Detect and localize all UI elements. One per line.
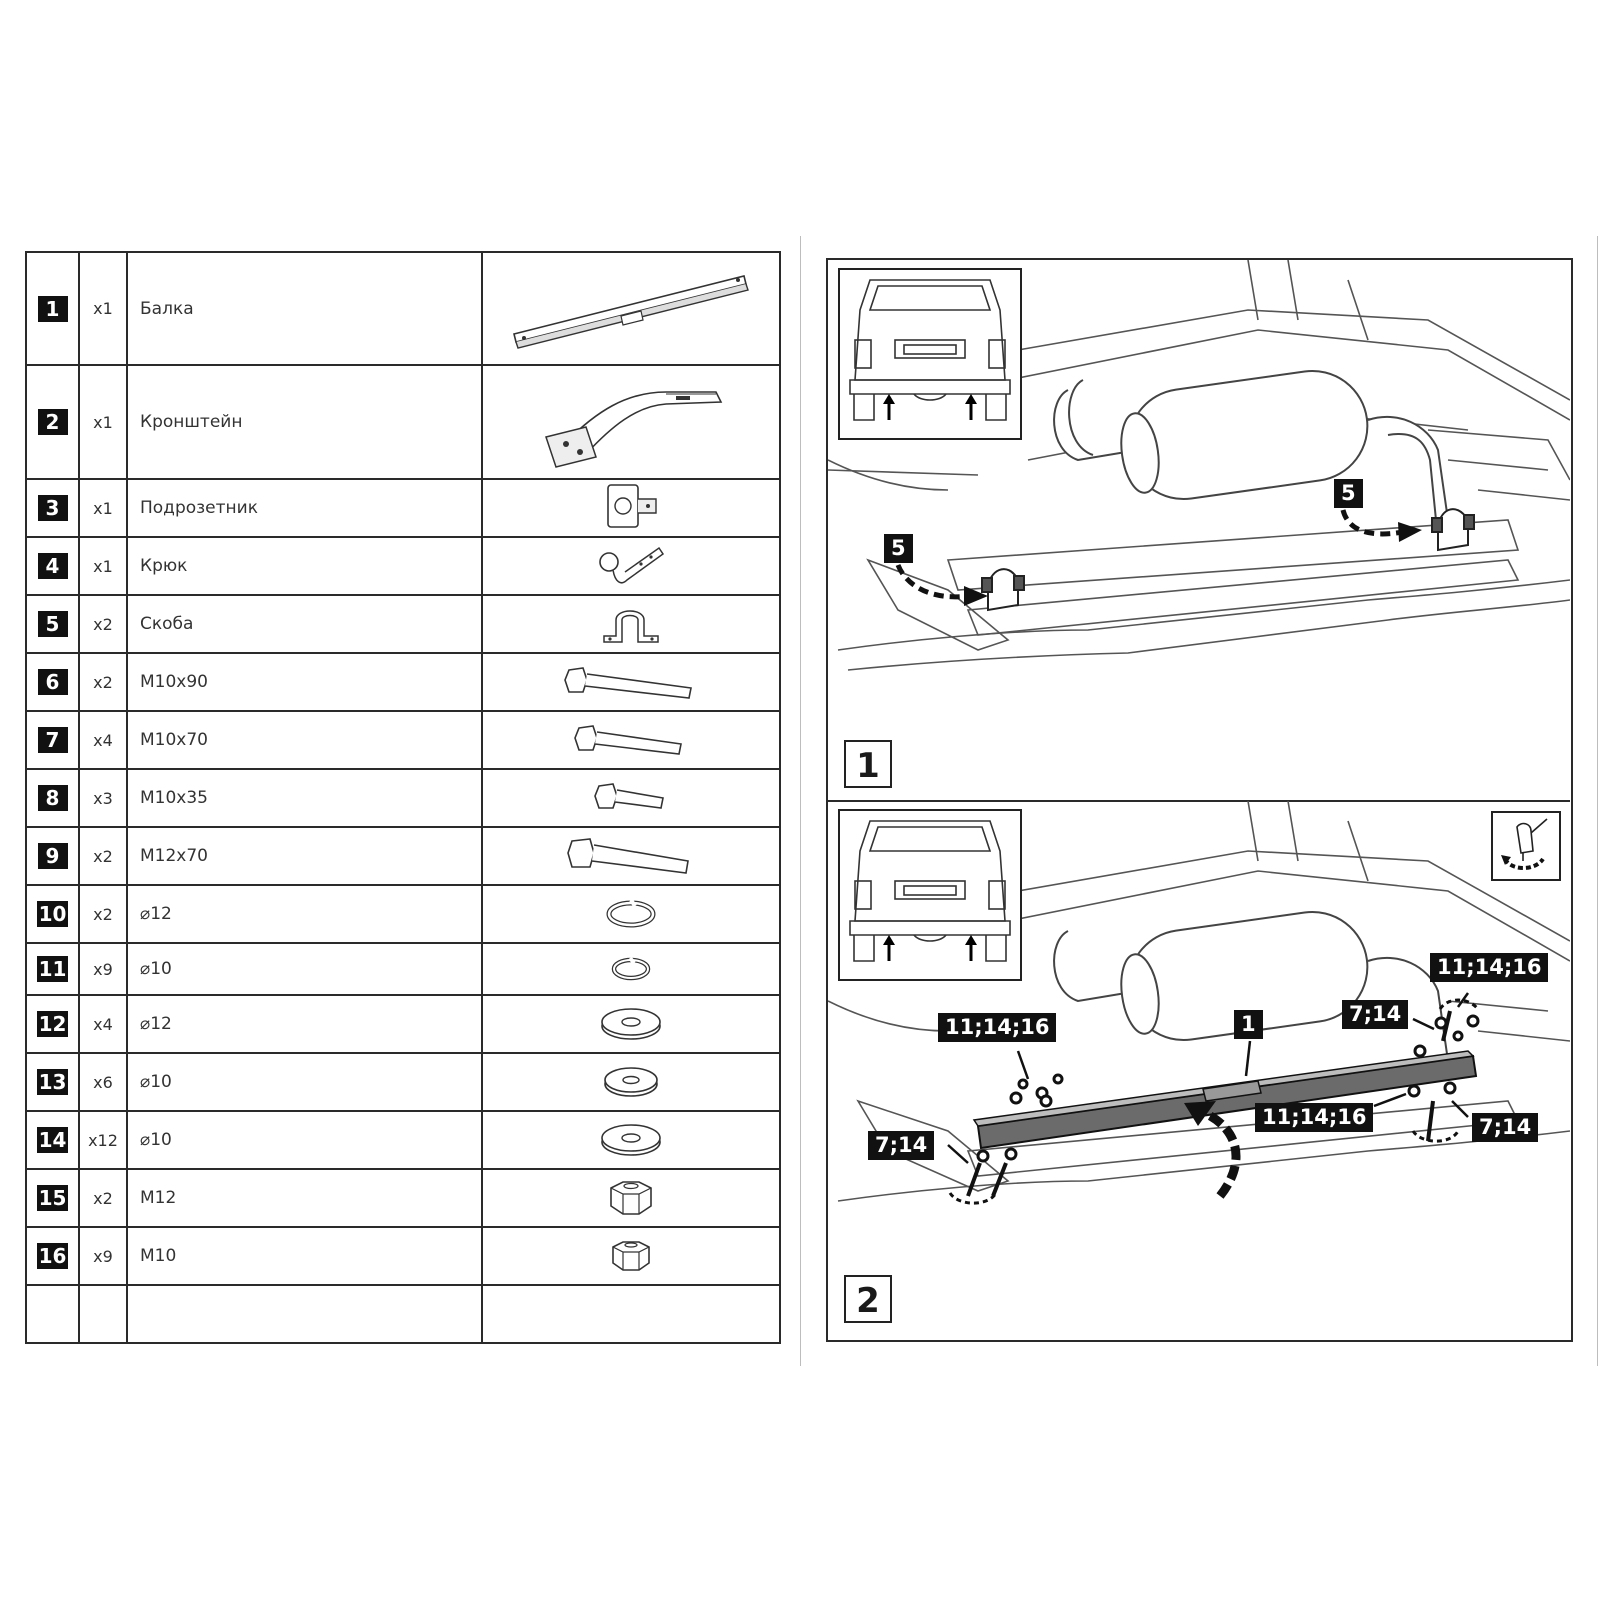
parts-row-1	[26, 252, 780, 365]
clamp-icon	[596, 600, 666, 648]
part-quantity: x1	[79, 537, 127, 595]
part-name: Скоба	[127, 595, 482, 653]
step-number: 2	[844, 1275, 892, 1323]
vehicle-rear-icon	[840, 270, 1020, 438]
page-divider	[800, 236, 801, 1366]
flat-washer-icon	[599, 1063, 663, 1101]
part-name: M10	[127, 1227, 482, 1285]
part-name: M12	[127, 1169, 482, 1227]
callout-label: 1	[1234, 1010, 1263, 1039]
step-number: 1	[844, 740, 892, 788]
parts-row-7	[26, 711, 780, 769]
part-number: 16	[38, 1244, 67, 1268]
bolt-icon	[561, 658, 701, 706]
parts-row-10	[26, 885, 780, 943]
part-name: Балка	[127, 252, 482, 365]
parts-table	[25, 251, 781, 1344]
part-quantity: x9	[79, 1227, 127, 1285]
parts-row-12	[26, 995, 780, 1053]
bolt-icon	[571, 716, 691, 764]
bracket-icon	[516, 372, 746, 472]
callout-label: 11;14;16	[1255, 1103, 1373, 1132]
parts-row-3	[26, 479, 780, 537]
parts-row-6	[26, 653, 780, 711]
step-2-panel	[828, 801, 1570, 1339]
spring-washer-icon	[606, 951, 656, 987]
part-quantity: x1	[79, 479, 127, 537]
part-name: ⌀10	[127, 943, 482, 995]
part-number: 15	[38, 1186, 67, 1210]
part-quantity: x1	[79, 252, 127, 365]
part-quantity: x12	[79, 1111, 127, 1169]
part-name: M10x35	[127, 769, 482, 827]
callout-label: 5	[1334, 479, 1363, 508]
callout-label: 5	[884, 534, 913, 563]
parts-row-4	[26, 537, 780, 595]
flat-washer-icon	[596, 1120, 666, 1160]
part-quantity: x2	[79, 653, 127, 711]
spring-washer-icon	[601, 894, 661, 934]
part-number: 1	[38, 296, 68, 322]
part-number: 14	[38, 1128, 67, 1152]
part-number: 4	[38, 553, 68, 579]
part-quantity: x2	[79, 1169, 127, 1227]
part-quantity: x4	[79, 995, 127, 1053]
part-quantity: x1	[79, 365, 127, 479]
hook-icon	[591, 540, 671, 592]
part-name: ⌀12	[127, 995, 482, 1053]
vehicle-rear-thumbnail	[838, 268, 1022, 440]
bolt-icon	[591, 774, 671, 822]
part-number: 3	[38, 495, 68, 521]
part-quantity: x6	[79, 1053, 127, 1111]
nut-icon	[603, 1176, 659, 1220]
parts-row-5	[26, 595, 780, 653]
beam-icon	[506, 264, 756, 354]
nut-icon	[607, 1236, 655, 1276]
parts-row-11	[26, 943, 780, 995]
part-name: ⌀10	[127, 1111, 482, 1169]
part-number: 10	[38, 902, 67, 926]
part-name: M12x70	[127, 827, 482, 885]
parts-row-15	[26, 1169, 780, 1227]
callout-label: 7;14	[868, 1131, 934, 1160]
flat-washer-icon	[596, 1004, 666, 1044]
page-edge	[1597, 236, 1598, 1366]
part-number: 11	[38, 957, 67, 981]
vehicle-rear-icon	[840, 811, 1020, 979]
part-name: ⌀12	[127, 885, 482, 943]
assembly-steps	[826, 258, 1573, 1342]
callout-label: 7;14	[1472, 1113, 1538, 1142]
part-name: Крюк	[127, 537, 482, 595]
part-number: 7	[38, 727, 68, 753]
parts-row-9	[26, 827, 780, 885]
part-quantity: x2	[79, 827, 127, 885]
part-name: ⌀10	[127, 1053, 482, 1111]
vehicle-rear-thumbnail	[838, 809, 1022, 981]
part-number: 12	[38, 1012, 67, 1036]
part-quantity: x3	[79, 769, 127, 827]
tighten-by-hand-icon	[1491, 811, 1561, 881]
parts-row-2	[26, 365, 780, 479]
parts-row-13	[26, 1053, 780, 1111]
part-quantity: x2	[79, 885, 127, 943]
parts-row-14	[26, 1111, 780, 1169]
part-number: 6	[38, 669, 68, 695]
part-number: 2	[38, 409, 68, 435]
part-number: 8	[38, 785, 68, 811]
part-name: M10x90	[127, 653, 482, 711]
callout-label: 7;14	[1342, 1000, 1408, 1029]
parts-row-8	[26, 769, 780, 827]
part-name: Подрозетник	[127, 479, 482, 537]
part-number: 9	[38, 843, 68, 869]
part-number: 13	[38, 1070, 67, 1094]
part-number: 5	[38, 611, 68, 637]
bolt-icon	[566, 831, 696, 881]
step-1-panel	[828, 260, 1570, 802]
part-quantity: x9	[79, 943, 127, 995]
part-name: Кронштейн	[127, 365, 482, 479]
parts-row-empty	[26, 1285, 780, 1343]
part-quantity: x4	[79, 711, 127, 769]
callout-label: 11;14;16	[1430, 953, 1548, 982]
socket-plate-icon	[596, 481, 666, 535]
callout-label: 11;14;16	[938, 1013, 1056, 1042]
part-name: M10x70	[127, 711, 482, 769]
parts-row-16	[26, 1227, 780, 1285]
part-quantity: x2	[79, 595, 127, 653]
